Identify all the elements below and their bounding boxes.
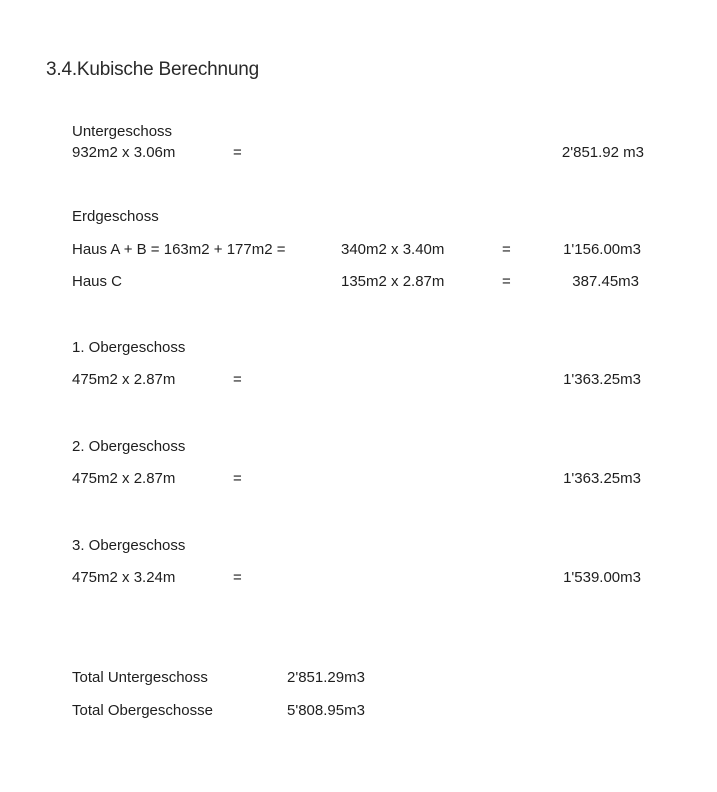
untergeschoss-result: 2'851.92 m3 [561, 144, 644, 161]
obergeschoss-1-heading: 1. Obergeschoss [72, 339, 186, 356]
erdgeschoss-row-result: 387.45m3 [572, 273, 639, 290]
erdgeschoss-row-equals: = [502, 273, 511, 290]
section-number: 3.4. [46, 59, 77, 80]
obergeschoss-2-result: 1'363.25m3 [563, 470, 641, 487]
obergeschoss-2-formula: 475m2 x 2.87m [72, 470, 176, 487]
erdgeschoss-row-equals: = [502, 241, 511, 258]
untergeschoss-heading: Untergeschoss [72, 123, 173, 140]
obergeschoss-1-equals: = [233, 371, 242, 388]
erdgeschoss-row-formula: 135m2 x 2.87m [341, 273, 445, 290]
total-value: 2'851.29m3 [287, 669, 365, 686]
total-label: Total Untergeschoss [72, 669, 208, 686]
obergeschoss-3-equals: = [233, 569, 242, 586]
obergeschoss-3-formula: 475m2 x 3.24m [72, 569, 176, 586]
obergeschoss-2-equals: = [233, 470, 242, 487]
erdgeschoss-row-label: Haus A + B = 163m2 + 177m2 = [72, 241, 286, 258]
total-value: 5'808.95m3 [287, 702, 365, 719]
erdgeschoss-heading: Erdgeschoss [72, 208, 159, 225]
erdgeschoss-row-formula: 340m2 x 3.40m [341, 241, 445, 258]
total-label: Total Obergeschosse [72, 702, 213, 719]
untergeschoss-formula: 932m2 x 3.06m [72, 144, 176, 161]
obergeschoss-1-result: 1'363.25m3 [563, 371, 641, 388]
obergeschoss-1-formula: 475m2 x 2.87m [72, 371, 176, 388]
obergeschoss-3-heading: 3. Obergeschoss [72, 537, 186, 554]
erdgeschoss-row-result: 1'156.00m3 [563, 241, 641, 258]
section-title [46, 59, 259, 81]
obergeschoss-2-heading: 2. Obergeschoss [72, 438, 186, 455]
obergeschoss-3-result: 1'539.00m3 [563, 569, 641, 586]
section-title-text: Kubische Berechnung [76, 59, 260, 80]
erdgeschoss-row-label: Haus C [72, 273, 123, 290]
untergeschoss-equals: = [233, 144, 242, 161]
